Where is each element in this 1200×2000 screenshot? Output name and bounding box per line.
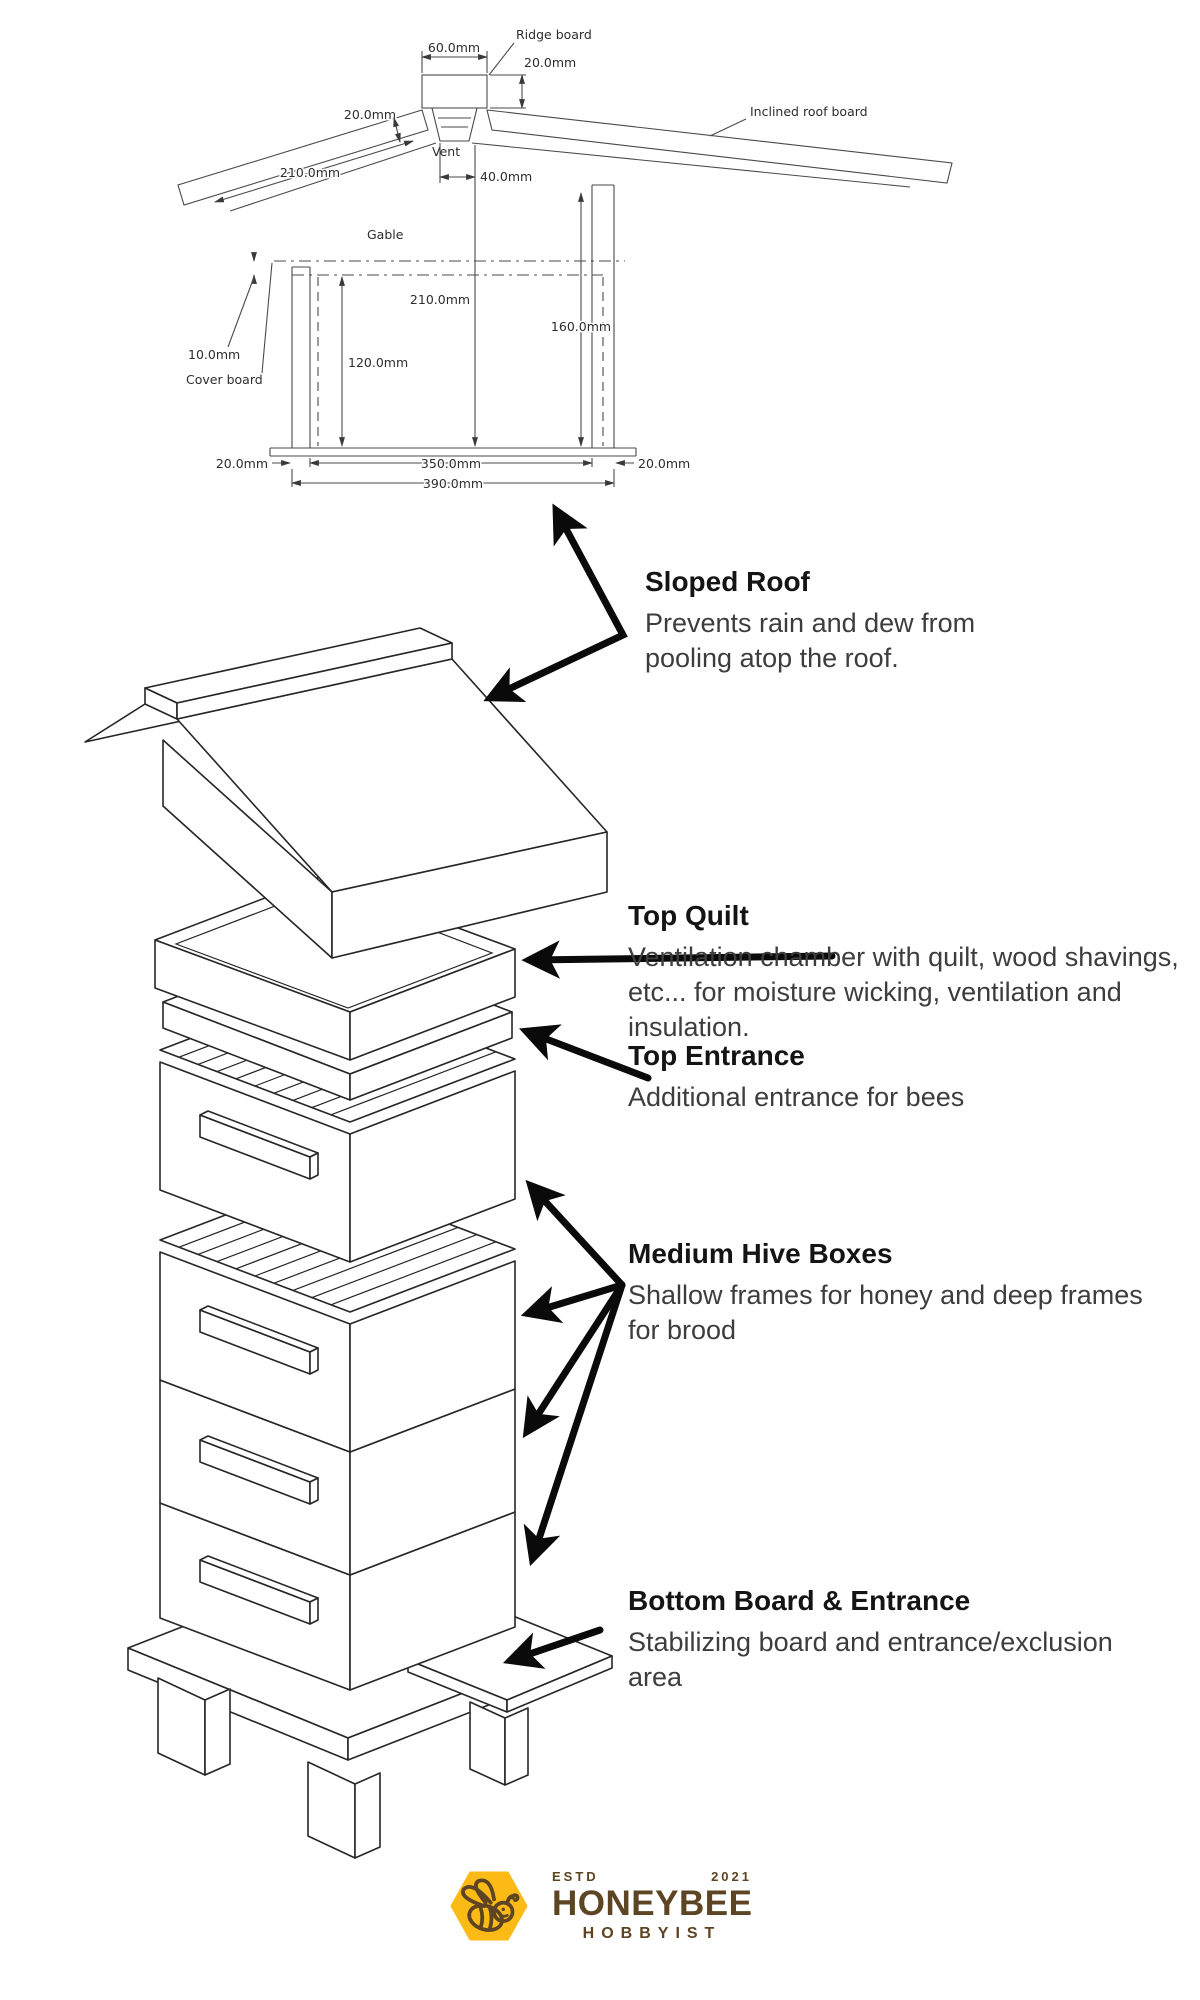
dim-board-thickness: 20.0mm [343,107,397,122]
roof-blueprint [170,15,990,515]
dim-wall-left: 20.0mm [215,456,268,471]
annotation-top-quilt [628,900,1193,1045]
right-wall [592,185,614,448]
annotation-body: Stabilizing board and entrance/exclusion area [628,1627,1113,1693]
arrow-sloped-roof [492,512,623,697]
label-vent: Vent [432,144,461,159]
dim-inner-height: 120.0mm [348,355,409,370]
annotation-sloped-roof [645,566,1005,676]
vent-shape [432,108,477,141]
logo-subtitle: HOBBYIST [582,1925,722,1943]
logo-year: 2021 [711,1868,752,1884]
annotation-body: Prevents rain and dew from pooling atop the roof. [645,608,976,674]
dim-cover-thickness: 10.0mm [188,347,241,362]
logo-name: HONEYBEE [552,1883,753,1923]
logo-text [552,1869,752,1944]
annotation-bottom-board [628,1585,1128,1695]
hive-leg-right [470,1702,528,1785]
label-ridge-board: Ridge board [516,27,592,42]
arrow-medium-box-4 [533,1285,622,1557]
logo-estd: ESTD [552,1868,599,1884]
annotation-title: Top Entrance [628,1040,805,1071]
dim-ridge-height: 20.0mm [524,55,577,70]
annotation-body: Shallow frames for honey and deep frames for brood [628,1280,1143,1346]
hive-leg-front [308,1762,380,1858]
right-roof-board-shape [487,110,952,183]
bee-hexagon-icon [446,1864,532,1948]
annotation-title: Bottom Board & Entrance [628,1585,971,1616]
floor-board [270,448,636,456]
dim-slope-length: 210.0mm [279,165,341,180]
dim-vent-width: 40.0mm [480,169,533,184]
dim-floor-total: 390.0mm [422,476,484,491]
dim-floor-inner: 350.0mm [420,456,482,471]
annotation-body: Additional entrance for bees [628,1082,965,1113]
honeybee-hobbyist-logo [446,1864,752,1948]
label-gable: Gable [367,227,404,242]
annotation-top-entrance [628,1040,1148,1115]
dim-wall-right: 20.0mm [638,456,691,471]
dim-ridge-width: 60.0mm [427,40,481,55]
label-inclined-roof-board: Inclined roof board [750,104,868,119]
arrow-medium-box-1 [532,1187,622,1285]
annotation-medium-hive-boxes [628,1238,1153,1348]
annotation-title: Sloped Roof [645,566,810,597]
logo-estd-row [552,1869,752,1884]
dim-center-height: 210.0mm [409,292,471,307]
ridge-board-shape [422,75,487,108]
annotation-body: Ventilation chamber with quilt, wood shavings, etc... for moisture wicking, ventilation and insulation. [628,942,1179,1043]
annotation-title: Top Quilt [628,900,749,931]
dim-right-height: 160.0mm [550,319,612,334]
annotation-title: Medium Hive Boxes [628,1238,893,1269]
roof-blueprint-drawing [170,15,990,515]
label-cover-board: Cover board [186,372,263,387]
left-wall [292,267,310,448]
